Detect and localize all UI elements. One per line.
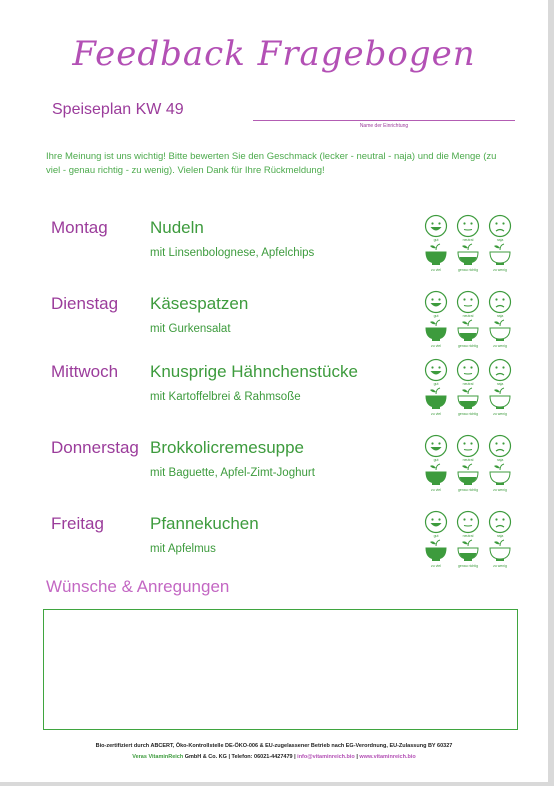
- amount-label: genau richtig: [457, 488, 479, 492]
- taste-label: naja: [496, 458, 504, 462]
- day-label: Mittwoch: [51, 362, 119, 381]
- amount-label: zu viel: [431, 412, 441, 416]
- smiley-sad-icon[interactable]: [488, 214, 512, 238]
- rating-group: [424, 214, 516, 278]
- meal-side: mit Baguette, Apfel-Zimt-Joghurt: [150, 467, 315, 479]
- taste-label: neutral: [462, 458, 474, 462]
- smiley-neutral-icon[interactable]: [456, 358, 480, 382]
- taste-label: gut: [433, 382, 439, 386]
- separator: |: [228, 754, 230, 760]
- wishes-textbox[interactable]: [43, 609, 518, 730]
- taste-label: gut: [433, 314, 439, 318]
- contact-line: [0, 754, 548, 760]
- meal-name: Brokkolicremesuppe: [150, 438, 305, 457]
- institution-name-label: Name der Einrichtung: [359, 123, 409, 129]
- bowl-full-icon[interactable]: [424, 386, 448, 412]
- amount-label: zu wenig: [493, 412, 507, 416]
- separator: |: [294, 754, 296, 760]
- bowl-half-icon[interactable]: [456, 318, 480, 344]
- certification-note: Bio-zertifiziert durch ABCERT, Öko-Kontrollstelle DE-ÖKO-006 & EU-zugelassener Betrieb nach EG-Verordnung, EU-Zulassung BY 60327: [95, 743, 453, 749]
- rating-group: [424, 510, 516, 574]
- bowl-full-icon[interactable]: [424, 318, 448, 344]
- smiley-sad-icon[interactable]: [488, 290, 512, 314]
- taste-label: naja: [496, 382, 504, 386]
- amount-label: zu wenig: [493, 564, 507, 568]
- taste-label: neutral: [462, 534, 474, 538]
- bowl-half-icon[interactable]: [456, 242, 480, 268]
- smiley-sad-icon[interactable]: [488, 434, 512, 458]
- day-label: Donnerstag: [51, 438, 139, 457]
- smiley-happy-icon[interactable]: [424, 510, 448, 534]
- rating-group: [424, 290, 516, 354]
- taste-label: naja: [496, 534, 504, 538]
- bowl-half-icon[interactable]: [456, 386, 480, 412]
- amount-label: genau richtig: [457, 344, 479, 348]
- smiley-neutral-icon[interactable]: [456, 214, 480, 238]
- amount-label: genau richtig: [457, 268, 479, 272]
- rating-group: [424, 434, 516, 498]
- bowl-empty-icon[interactable]: [488, 462, 512, 488]
- taste-label: naja: [496, 238, 504, 242]
- amount-label: zu viel: [431, 268, 441, 272]
- amount-label: zu wenig: [493, 488, 507, 492]
- page-title: Feedback Fragebogen: [72, 34, 476, 74]
- menu-week-label: Speiseplan KW 49: [52, 101, 184, 118]
- taste-label: gut: [433, 238, 439, 242]
- taste-label: neutral: [462, 382, 474, 386]
- amount-label: genau richtig: [457, 564, 479, 568]
- intro-text: Ihre Meinung ist uns wichtig! Bitte bewerten Sie den Geschmack (lecker - neutral - naja) und die Menge (zu viel - genau richtig - zu wenig). Vielen Dank für Ihre Rückmeldung!: [46, 151, 497, 176]
- taste-label: neutral: [462, 238, 474, 242]
- smiley-sad-icon[interactable]: [488, 510, 512, 534]
- company-name-part2: VitaminReich: [148, 754, 184, 760]
- separator: |: [356, 754, 358, 760]
- meal-name: Käsespatzen: [150, 294, 249, 313]
- smiley-neutral-icon[interactable]: [456, 290, 480, 314]
- bowl-full-icon[interactable]: [424, 462, 448, 488]
- meal-name: Nudeln: [150, 218, 204, 237]
- amount-label: genau richtig: [457, 412, 479, 416]
- smiley-neutral-icon[interactable]: [456, 434, 480, 458]
- meal-side: mit Linsenbolognese, Apfelchips: [150, 247, 315, 259]
- smiley-happy-icon[interactable]: [424, 290, 448, 314]
- institution-name-line[interactable]: [253, 120, 515, 121]
- meal-name: Knusprige Hähnchenstücke: [150, 362, 358, 381]
- taste-label: neutral: [462, 314, 474, 318]
- meal-side: mit Gurkensalat: [150, 323, 231, 335]
- bowl-half-icon[interactable]: [456, 462, 480, 488]
- bowl-empty-icon[interactable]: [488, 538, 512, 564]
- email-link[interactable]: info@vitaminreich.bio: [297, 754, 355, 760]
- smiley-sad-icon[interactable]: [488, 358, 512, 382]
- meal-side: mit Apfelmus: [150, 543, 216, 555]
- amount-label: zu viel: [431, 488, 441, 492]
- phone-number: Telefon: 06021-4427479: [231, 754, 293, 760]
- bowl-empty-icon[interactable]: [488, 242, 512, 268]
- day-label: Dienstag: [51, 294, 119, 313]
- meal-name: Pfannekuchen: [150, 514, 259, 533]
- taste-label: gut: [433, 534, 439, 538]
- company-name-part1: Veras: [132, 754, 147, 760]
- amount-label: zu viel: [431, 564, 441, 568]
- wishes-title: Wünsche & Anregungen: [46, 577, 230, 596]
- bowl-empty-icon[interactable]: [488, 386, 512, 412]
- website-link[interactable]: www.vitaminreich.bio: [359, 754, 416, 760]
- smiley-neutral-icon[interactable]: [456, 510, 480, 534]
- company-name-part3: GmbH & Co. KG: [184, 754, 227, 760]
- bowl-full-icon[interactable]: [424, 538, 448, 564]
- meal-side: mit Kartoffelbrei & Rahmsoße: [150, 391, 301, 403]
- bowl-half-icon[interactable]: [456, 538, 480, 564]
- amount-label: zu viel: [431, 344, 441, 348]
- smiley-happy-icon[interactable]: [424, 358, 448, 382]
- bowl-empty-icon[interactable]: [488, 318, 512, 344]
- amount-label: zu wenig: [493, 268, 507, 272]
- bowl-full-icon[interactable]: [424, 242, 448, 268]
- day-label: Montag: [51, 218, 108, 237]
- rating-group: [424, 358, 516, 422]
- amount-label: zu wenig: [493, 344, 507, 348]
- taste-label: naja: [496, 314, 504, 318]
- day-label: Freitag: [51, 514, 104, 533]
- taste-label: gut: [433, 458, 439, 462]
- smiley-happy-icon[interactable]: [424, 434, 448, 458]
- smiley-happy-icon[interactable]: [424, 214, 448, 238]
